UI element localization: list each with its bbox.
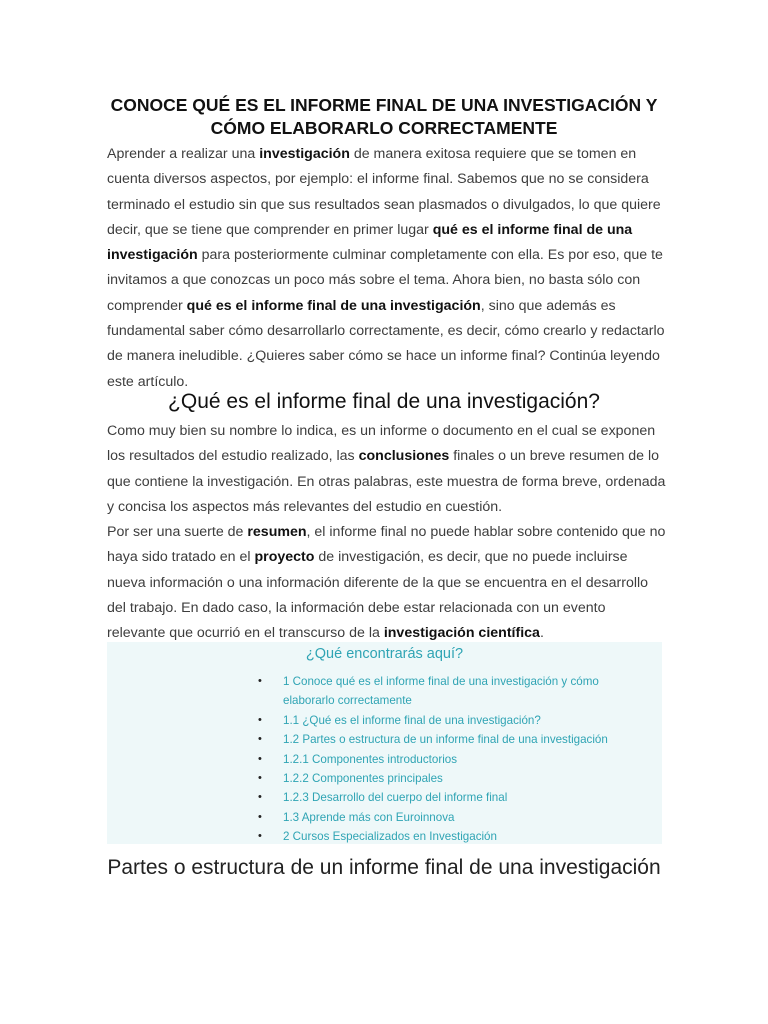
intro-text-1: Aprender a realizar una	[107, 146, 260, 162]
section1-heading: ¿Qué es el informe final de una investigación?	[168, 390, 600, 413]
intro-bold-1: investigación	[259, 146, 350, 162]
toc-item[interactable]	[257, 769, 647, 788]
section1-paragraph-1	[107, 419, 667, 520]
toc-heading[interactable]: ¿Qué encontrarás aquí?	[305, 646, 464, 662]
s1p1-text-2: finales o un breve resumen de lo que contiene la investigación. En otras palabras, este muestra de forma breve, ordenada y concisa los aspectos más relevantes del estudio en cuestión.	[107, 448, 666, 515]
bullet-icon: •	[258, 810, 262, 823]
intro-text-4: , sino que además es fundamental saber cómo desarrollarlo correctamente, es decir, cómo crearlo y redactarlo de manera ineludible. ¿Quieres saber cómo se hace un informe final? Continúa leyendo este artículo.	[107, 297, 665, 390]
intro-bold-2: qué es el informe final de una investigación	[107, 221, 633, 264]
toc-item-label[interactable]: 2 Cursos Especializados en Investigación	[283, 830, 497, 844]
toc-item[interactable]	[257, 672, 647, 711]
s1p2-text-4: .	[539, 625, 544, 642]
toc-item-label[interactable]: 1 Conoce qué es el informe final de una investigación y cómo elaborarlo correctamente	[283, 675, 599, 708]
s1p2-text-3: de investigación, es decir, que no puede incluirse nueva información o una información diferente de la que se encuentra en el desarrollo del trabajo. En dado caso, la información debe estar relacionada con un evento relevante que ocurrió en el transcurso de la	[107, 549, 649, 642]
toc-item-label[interactable]: 1.3 Aprende más con Euroinnova	[283, 810, 455, 824]
table-of-contents	[107, 642, 662, 844]
intro-text-2: de manera exitosa requiere que se tomen en cuenta diversos aspectos, por ejemplo: el informe final. Sabemos que no se considera terminado el estudio sin que sus resultados sean plasmados o divulgados, lo que quiere decir, que se tiene que comprender en primer lugar	[107, 146, 661, 238]
bullet-icon: •	[258, 752, 262, 765]
toc-item-label[interactable]: 1.2.3 Desarrollo del cuerpo del informe final	[283, 791, 508, 805]
toc-item-label[interactable]: 1.1 ¿Qué es el informe final de una investigación?	[283, 713, 541, 727]
intro-paragraph	[107, 142, 667, 395]
toc-list	[257, 672, 647, 847]
s1p2-text-2: , el informe final no puede hablar sobre contenido que no haya sido tratado en el	[107, 524, 666, 566]
intro-bold-3: qué es el informe final de una investigación	[186, 297, 481, 314]
bullet-icon: •	[258, 772, 262, 785]
toc-item-label[interactable]: 1.2.2 Componentes principales	[283, 772, 443, 786]
bullet-icon: •	[258, 713, 262, 726]
article-title: CONOCE QUÉ ES EL INFORME FINAL DE UNA INVESTIGACIÓN Y CÓMO ELABORARLO CORRECTAMENTE	[110, 95, 658, 138]
toc-item[interactable]	[257, 788, 647, 807]
s1p1-text-1: Como muy bien su nombre lo indica, es un informe o documento en el cual se exponen los resultados del estudio realizado, las	[107, 423, 656, 465]
s1p1-bold-1: conclusiones	[358, 448, 450, 465]
toc-item[interactable]	[257, 808, 647, 827]
s1p2-text-1: Por ser una suerte de	[107, 524, 248, 540]
bullet-icon: •	[258, 675, 262, 687]
section1-paragraph-2	[107, 520, 667, 646]
s1p2-bold-3: investigación científica	[383, 625, 540, 642]
toc-item[interactable]	[257, 730, 647, 749]
bullet-icon: •	[258, 791, 262, 804]
s1p2-bold-2: proyecto	[254, 549, 315, 566]
bullet-icon: •	[258, 830, 262, 843]
bullet-icon: •	[258, 733, 262, 746]
intro-text-3: para posteriormente culminar completamente con ella. Es por eso, que te invitamos a que conozcas un poco más sobre el tema. Ahora bien, no basta sólo con comprender	[107, 247, 663, 314]
section2-heading: Partes o estructura de un informe final de una investigación	[107, 856, 661, 879]
toc-item[interactable]	[257, 827, 647, 846]
s1p2-bold-1: resumen	[247, 524, 307, 540]
toc-item[interactable]	[257, 711, 647, 730]
toc-item-label[interactable]: 1.2 Partes o estructura de un informe final de una investigación	[283, 733, 608, 747]
toc-item[interactable]	[257, 750, 647, 769]
toc-item-label[interactable]: 1.2.1 Componentes introductorios	[283, 752, 458, 766]
